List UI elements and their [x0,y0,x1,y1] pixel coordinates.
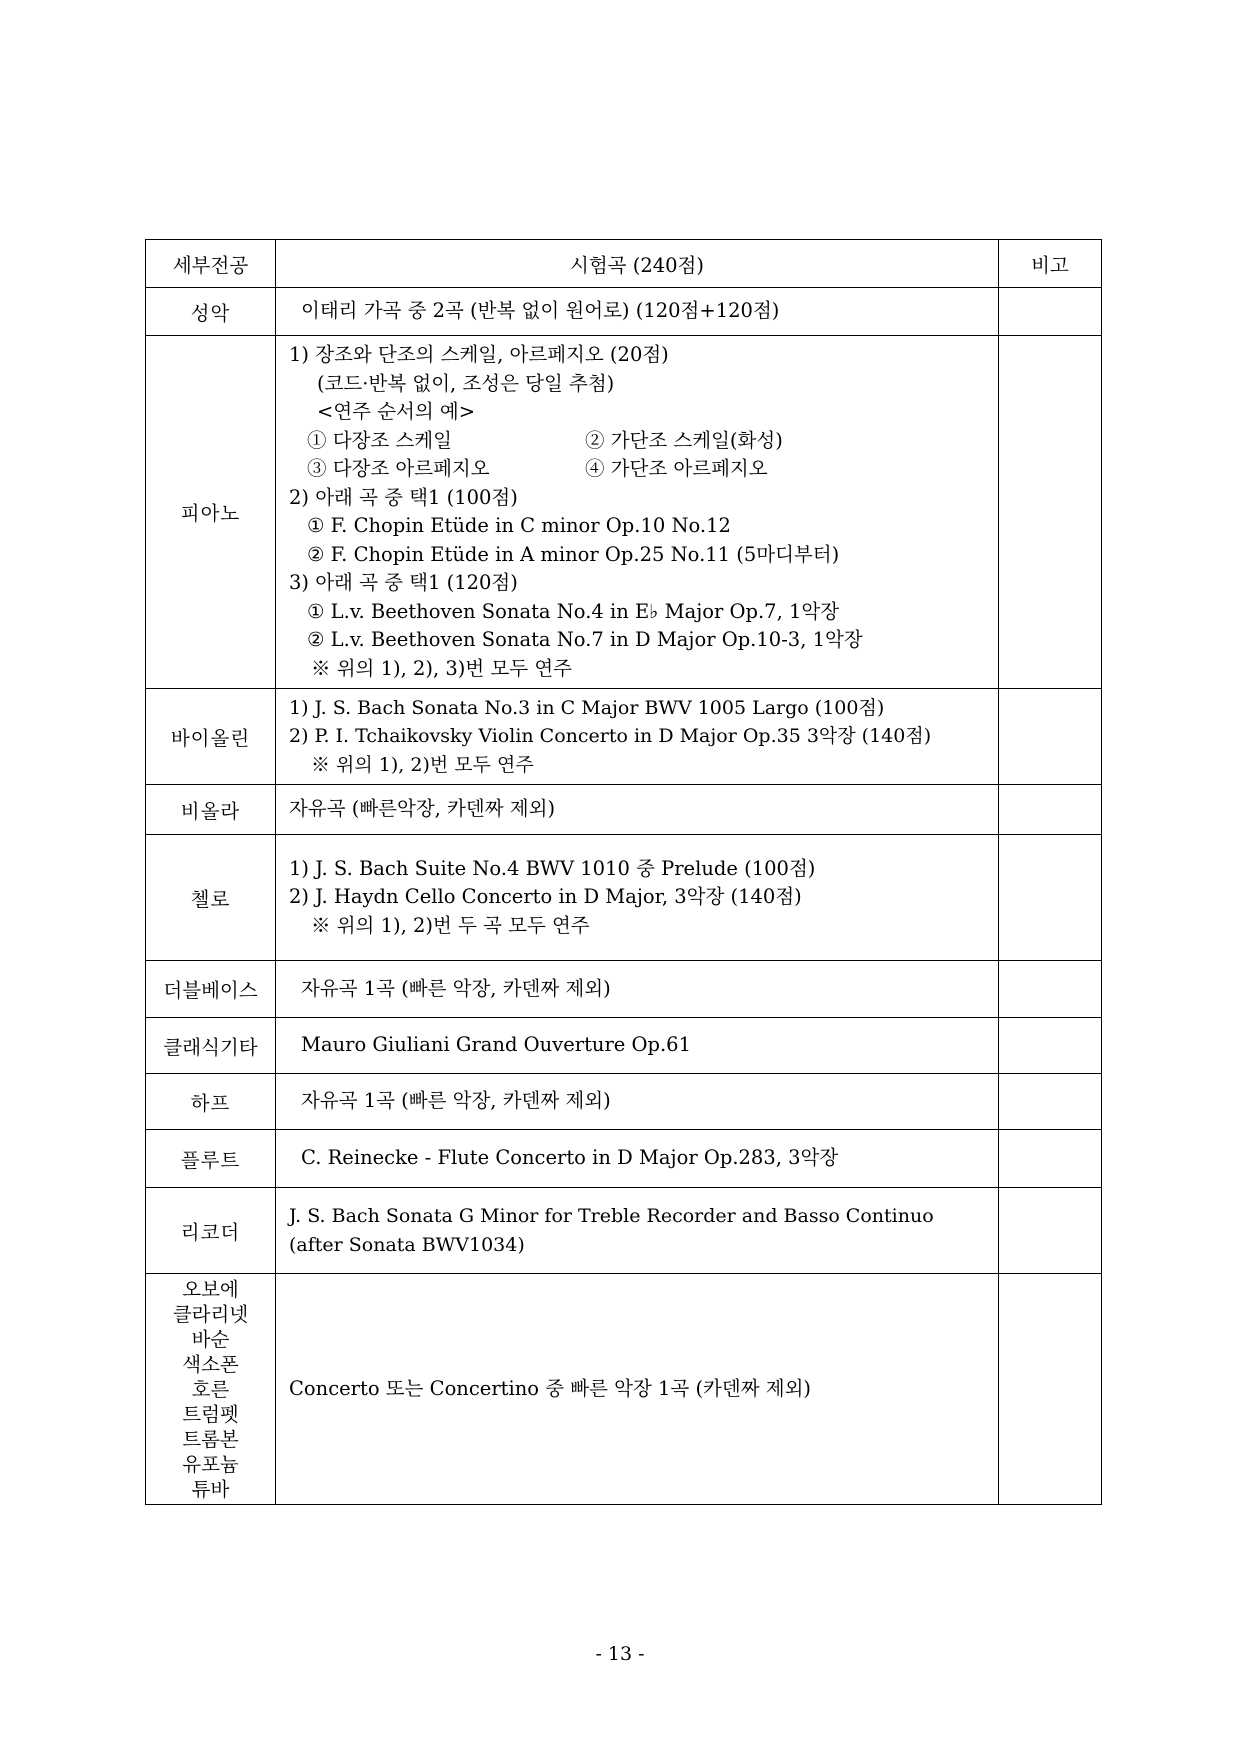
violin-line-1: 1) J. S. Bach Sonata No.3 in C Major BWV 1005 Largo (100점) [289,696,885,719]
header-remarks: 비고 [999,240,1102,288]
harp-line-1: 자유곡 1곡 (빠른 악장, 카덴짜 제외) [301,1089,611,1113]
winds-line-1: Concerto 또는 Concertino 중 빠른 악장 1곡 (카덴짜 제외) [289,1376,812,1400]
recorder-line-1: J. S. Bach Sonata G Minor for Treble Recorder and Basso Continuo [289,1205,934,1227]
piano-line-4 [289,427,998,456]
remarks-recorder [999,1188,1102,1274]
exam-pieces-table [145,239,1102,1505]
row-violin [146,689,1102,785]
category-piano: 피아노 [146,336,276,689]
viola-line-1: 자유곡 (빠른악장, 카덴짜 제외) [289,797,556,821]
remarks-viola [999,785,1102,835]
page-number: - 13 - [595,1643,645,1665]
remarks-harp [999,1074,1102,1130]
category-vocal: 성악 [146,288,276,336]
violin-line-3: ※ 위의 1), 2)번 모두 연주 [311,753,534,776]
piano-line-7: ① F. Chopin Etüde in C minor Op.10 No.12 [307,514,731,537]
double-bass-line-1: 자유곡 1곡 (빠른 악장, 카덴짜 제외) [301,976,611,1000]
piano-line-3: <연주 순서의 예> [317,400,476,423]
row-classical-guitar [146,1018,1102,1074]
category-bassoon: 바순 [191,1327,230,1351]
pieces-harp [276,1074,999,1130]
piano-line-5b: ④ 가단조 아르페지오 [585,457,768,480]
row-winds [146,1274,1102,1505]
piano-line-4b: ② 가단조 스케일(화성) [585,428,783,452]
category-oboe: 오보에 [182,1277,239,1301]
pieces-viola [276,785,999,835]
row-recorder [146,1188,1102,1274]
remarks-piano [999,336,1102,689]
remarks-double-bass [999,961,1102,1018]
remarks-violin [999,689,1102,785]
row-viola [146,785,1102,835]
row-piano [146,336,1102,689]
row-cello [146,835,1102,961]
category-harp: 하프 [146,1074,276,1130]
pieces-piano [276,336,999,689]
pieces-vocal [276,288,999,336]
pieces-winds [276,1274,999,1505]
category-violin: 바이올린 [146,689,276,785]
category-trumpet: 트럼펫 [182,1402,239,1426]
recorder-line-2: (after Sonata BWV1034) [289,1233,525,1256]
remarks-winds [999,1274,1102,1505]
pieces-classical-guitar [276,1018,999,1074]
category-cello: 첼로 [146,835,276,961]
piano-line-9: 3) 아래 곡 중 택1 (120점) [289,571,518,594]
category-winds [146,1274,276,1505]
header-major: 세부전공 [146,240,276,288]
remarks-classical-guitar [999,1018,1102,1074]
category-flute: 플루트 [146,1130,276,1188]
category-horn: 호른 [191,1377,230,1401]
pieces-recorder [276,1188,999,1274]
row-double-bass [146,961,1102,1018]
category-viola: 비올라 [146,785,276,835]
piano-line-8: ② F. Chopin Etüde in A minor Op.25 No.11 (5마디부터) [307,542,840,566]
vocal-line-1: 이태리 가곡 중 2곡 (반복 없이 원어로) (120점+120점) [301,299,780,323]
pieces-cello [276,835,999,961]
remarks-flute [999,1130,1102,1188]
violin-line-2: 2) P. I. Tchaikovsky Violin Concerto in D Major Op.35 3악장 (140점) [289,725,932,748]
row-vocal [146,288,1102,336]
category-saxophone: 색소폰 [182,1352,239,1376]
category-double-bass: 더블베이스 [146,961,276,1018]
piano-line-10: ① L.v. Beethoven Sonata No.4 in E♭ Major Op.7, 1악장 [307,599,840,623]
remarks-vocal [999,288,1102,336]
piano-line-11: ② L.v. Beethoven Sonata No.7 in D Major Op.10-3, 1악장 [307,628,863,651]
cello-line-2: 2) J. Haydn Cello Concerto in D Major, 3악장 (140점) [289,885,802,909]
row-harp [146,1074,1102,1130]
piano-line-6: 2) 아래 곡 중 택1 (100점) [289,485,518,509]
category-trombone: 트롬본 [182,1427,239,1451]
category-clarinet: 클라리넷 [172,1302,249,1326]
classical-guitar-line-1: Mauro Giuliani Grand Ouverture Op.61 [301,1033,691,1057]
piano-line-12: ※ 위의 1), 2), 3)번 모두 연주 [311,656,572,680]
piano-line-1: 1) 장조와 단조의 스케일, 아르페지오 (20점) [289,343,669,366]
piano-line-2: (코드·반복 없이, 조성은 당일 추첨) [317,371,615,395]
category-recorder: 리코더 [146,1188,276,1274]
pieces-double-bass [276,961,999,1018]
remarks-cello [999,835,1102,961]
category-tuba: 튜바 [191,1477,230,1501]
cello-line-1: 1) J. S. Bach Suite No.4 BWV 1010 중 Prelude (100점) [289,856,816,880]
piano-line-4a: ① 다장조 스케일 [307,428,452,452]
pieces-flute [276,1130,999,1188]
flute-line-1: C. Reinecke - Flute Concerto in D Major Op.283, 3악장 [301,1146,839,1170]
piano-line-5a: ③ 다장조 아르페지오 [307,457,490,480]
category-classical-guitar: 클래식기타 [146,1018,276,1074]
row-flute [146,1130,1102,1188]
pieces-violin [276,689,999,785]
table-header-row [146,240,1102,288]
piano-line-5 [289,455,998,484]
category-euphonium: 유포늄 [182,1452,239,1476]
cello-line-3: ※ 위의 1), 2)번 두 곡 모두 연주 [311,913,590,937]
header-pieces: 시험곡 (240점) [276,240,999,288]
